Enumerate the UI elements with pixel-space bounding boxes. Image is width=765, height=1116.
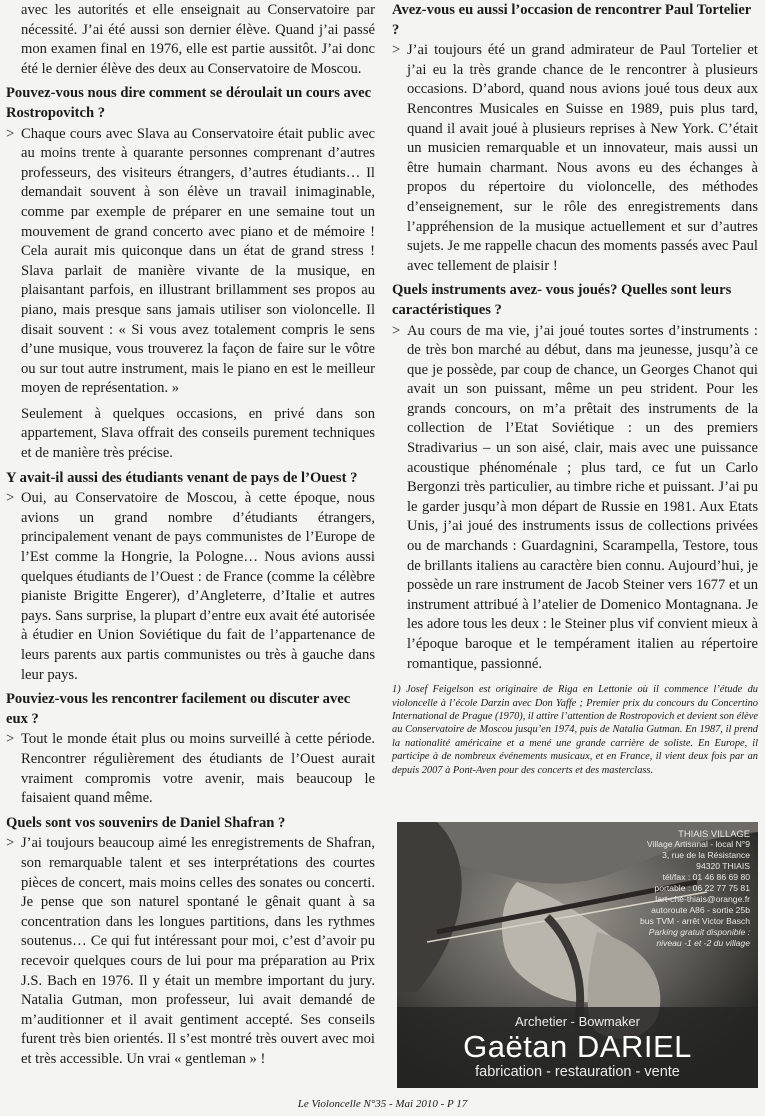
question-instruments: Quels instruments avez- vous joués? Quelles sont leurs caractéristiques ? [392,282,732,318]
intro-paragraph: avec les autorités et elle enseignait au Conservatoire par nécessité. J’ai été aussi son dernier élève. Quand j’ai passé mon examen final en 1976, elle est partie aussitôt. J’ai donc été le dernier élève des deux au Conservatoire de Moscou. [21,2,375,77]
answer-tortelier: > J’ai toujours été un grand admirateur de Paul Tortelier et j’ai eu la très grande chance de le rencontrer à plusieurs occasions. D’abord, quand nous avions joué tous deux aux Rencontres Musicales en Suisse en 1989, puis plus tard, quand il avait joué à plusieurs reprises à New York. C’était un musicien remarquable et un innovateur, mais aussi un être humain charmant. Nous avons eu des échanges à propos du répertoire du violoncelle, des méthodes d’enseignement, sur le rôle des enregistrements dans l’appréhension de la musique actuellement et sur d’autres sujets. Je me rappelle chacun des moments passés avec Paul avec tellement de plaisir ! [392,41,758,276]
answer-rostropovitch: > Chaque cours avec Slava au Conservatoire était public avec au moins trente à quarante personnes comprenant d’autres professeurs, des visiteurs étrangers, d’autres étudiants… Il demandait souvent à son élève un travail inimaginable, comme par exemple de préparer en une semaine tout un mouvement de grand concerto avec piano et de mémoire ! Cela aurait mis quiconque dans un état de grand stress ! Slava parlait de manière vivante de la musique, en plaisantant parfois, en illustrant brillamment ses propos au piano, mais presque sans jamais utiliser son violoncelle. Il disait souvent : « Si vous avez totalement compris le sens d’une musique, vous trouverez la façon de faire sur le vôtre ou sur tout autre instrument, mais le piano en est le meilleur moyen de représentation. » [6,125,375,399]
question-shafran: Quels sont vos souvenirs de Daniel Shafran ? [6,814,286,831]
question-rostropovitch: Pouvez-vous nous dire comment se déroulait un cours avec Rostropovitch ? [6,85,372,121]
answer-rostropovitch-continued: Seulement à quelques occasions, en privé dans son appartement, Slava offrait des conseils purement techniques et de manière très précise. [21,405,375,462]
bowmaker-advertisement [397,822,758,1088]
contact-info [600,828,750,949]
local-number: Village Artisanal - local N°9 [646,839,750,849]
motorway-directions: autoroute A86 - sortie 25b [651,905,750,915]
parking-info: Parking gratuit disponible : [648,927,750,937]
answer-meeting-them: > Tout le monde était plus ou moins surveillé à cette période. Rencontrer régulièrement des étudiants de l’Ouest aurait vraiment compromis votre avenir, mais beaucoup le faisaient quand même. [6,730,375,808]
footnote: 1) Josef Feigelson est originaire de Riga en Lettonie où il commence l’étude du violoncelle à l’école Darzin avec Don Yaffe ; Premier prix du concours du Concertino International de Prague (1970), il attire l’attention de Rostropovich et devient son élève au Conservatoire de Moscou jusqu’en 1974, puis de Natalia Gutman. En 1987, il prend la nationalité américaine et a mené une grande carrière de soliste. En Europe, il participe à de nombreux événements musicaux, et en France, il vient deux fois par an depuis 2007 à Pont-Aven pour des concerts et des masterclass. [392,684,758,776]
question-meeting-them: Pouviez-vous les rencontrer facilement ou discuter avec eux ? [6,691,351,727]
ad-name: Gaëtan DARIEL [463,1029,692,1064]
street-address: 3, rue de la Résistance [662,850,750,860]
page-footer: Le Violoncelle N°35 - Mai 2010 - P 17 [297,1098,468,1110]
question-western-students: Y avait-il aussi des étudiants venant de pays de l’Ouest ? [6,469,358,486]
question-tortelier: Avez-vous eu aussi l’occasion de rencontrer Paul Tortelier ? [392,2,752,38]
left-column [6,0,375,1069]
answer-instruments: > Au cours de ma vie, j’ai joué toutes sortes d’instruments : de très bon marché au début, dans ma jeunesse, jusqu’à ce que je possède, par coup de chance, un Georges Chanot qui avait un son puissant, même un peu strident. Pour les grands concours, on m’a prêtait des instruments de la collection de l’Etat Soviétique : un des premiers Stradivarius – un son aisé, clair, mais avec une puissance acoustique phénoménale ; plus tard, ce fut un Carlo Bergonzi très particulier, au timbre riche et puissant. J’ai pu le garder jusqu’à mon départ de Russie en 1981. Aux Etats Unis, j’ai joué des instruments issus de collections privées ou de marchands : Guardagnini, Scarampella, Testore, tous de brillants italiens au caractère bien connu. Aujourd’hui, je possède un rare instrument de Jacob Steiner vers 1677 et un instrument attribué à l’atelier de Domenico Montagnana. Je les adore tous les deux : le Steiner plus vif convient mieux à l’époque baroque et le tempérament italien au répertoire romantique, passionné. [392,322,758,675]
answer-western-students: > Oui, au Conservatoire de Moscou, à cette époque, nous avions un grand nombre d’étudiants étrangers, principalement venant de pays communistes de l’Europe de l’Est comme la Hongrie, la Pologne… Nous avions aussi quelques étudiants de l’Ouest : de France (comme la célèbre pianiste Brigitte Engerer), d’Angleterre, d’Italie et autres pays. Sans surprise, la plupart d’entre eux avait été autorisée à étudier en Union Soviétique du fait de l’appartenance de leurs parents aux partis communistes ou très à gauche dans leur pays. [6,489,375,685]
ad-subtitle: Archetier - Bowmaker [515,1014,640,1029]
city: 94320 THIAIS [696,861,750,871]
right-column [392,0,758,777]
answer-shafran: > J’ai toujours beaucoup aimé les enregistrements de Shafran, son remarquable talent et ses interprétations des courtes pièces de concert, mais moins celles des sonates ou concerti. Je pense que son naturel spontané le gênait quant à sa concentration dans les longues partitions, dans les rythmes soutenus… Ce qui fut intéressant pour moi, c’est d’avoir pu recevoir quelques cours de lui pour ma préparation au Prix J.S. Bach en 1976. Il y était un membre important du jury. Natalia Gutman, mon professeur, lui avait demandé de m’auditionner et il avait gentiment accepté. Ses conseils furent très bien orientés. Il s’est montré très ouvert avec moi et très accessible. Un vrai « gentleman » ! [6,834,375,1069]
village-name: THIAIS VILLAGE [678,828,750,839]
ad-tagline: fabrication - restauration - vente [475,1064,680,1080]
phone: tél/fax : 01 46 86 69 80 [662,872,750,882]
parking-levels: niveau -1 et -2 du village [656,938,750,948]
bus-directions: bus TVM - arrêt Victor Basch [639,916,750,926]
mobile-phone: portable : 06 22 77 75 81 [654,883,750,893]
email: lart-che-thiais@orange.fr [655,894,750,904]
